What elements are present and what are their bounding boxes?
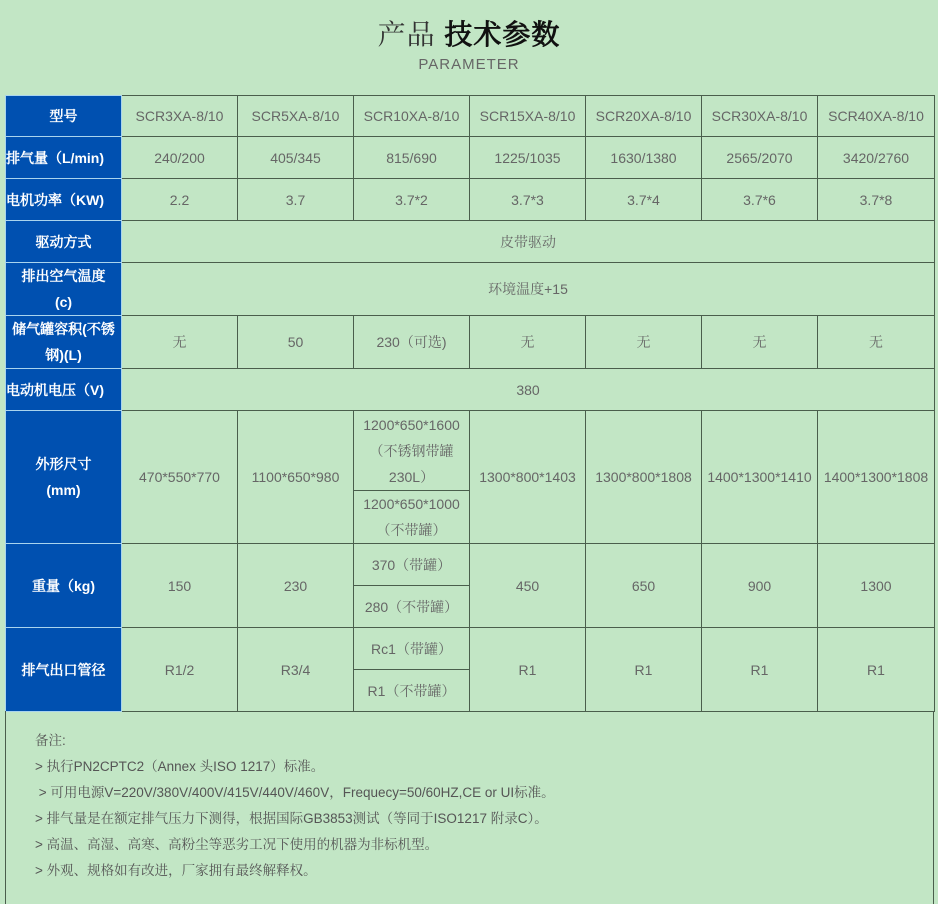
- row-label-motor-power: 电机功率（KW): [6, 179, 122, 221]
- row-label-exhaust-temp: 排出空气温度 (c): [6, 263, 122, 316]
- cell-model: SCR15XA-8/10: [470, 96, 586, 137]
- table-row-drive: [6, 221, 935, 263]
- row-label-tank-volume: 储气罐容积(不锈 钢)(L): [6, 316, 122, 369]
- cell-model: SCR20XA-8/10: [586, 96, 702, 137]
- spec-table: [5, 95, 935, 712]
- cell-weight: 230: [238, 544, 354, 628]
- cell-voltage: 380: [122, 369, 935, 411]
- page-subtitle: PARAMETER: [418, 56, 520, 73]
- cell-model: SCR5XA-8/10: [238, 96, 354, 137]
- cell-outlet: R3/4: [238, 628, 354, 712]
- cell-model: SCR30XA-8/10: [702, 96, 818, 137]
- cell-model: SCR10XA-8/10: [354, 96, 470, 137]
- cell-tank-volume: 无: [122, 316, 238, 369]
- note-item: > 可用电源V=220V/380V/400V/415V/440V/460V，Frequecy=50/60HZ,CE or UI标准。: [35, 785, 555, 800]
- cell-tank-volume: 无: [586, 316, 702, 369]
- cell-weight: 900: [702, 544, 818, 628]
- cell-outlet: R1/2: [122, 628, 238, 712]
- cell-displacement: 2565/2070: [702, 137, 818, 179]
- note-item: > 高温、高湿、高寒、高粉尘等恶劣工况下使用的机器为非标机型。: [35, 837, 439, 852]
- page-title: [0, 16, 938, 54]
- table-row-tank-volume: [6, 316, 935, 369]
- cell-outlet: R1: [470, 628, 586, 712]
- row-label-drive: 驱动方式: [6, 221, 122, 263]
- cell-dimensions: 1100*650*980: [238, 411, 354, 544]
- notes-section: [5, 711, 934, 904]
- cell-exhaust-temp: 环境温度+15: [122, 263, 935, 316]
- cell-dimensions-scr10-without-tank: 1200*650*1000（不带罐）: [354, 491, 470, 544]
- table-row-outlet: [6, 628, 935, 670]
- row-label-weight: 重量（kg): [6, 544, 122, 628]
- cell-weight: 650: [586, 544, 702, 628]
- row-label-outlet: 排气出口管径: [6, 628, 122, 712]
- cell-dimensions: 470*550*770: [122, 411, 238, 544]
- cell-outlet-scr10-with-tank: Rc1（带罐）: [354, 628, 470, 670]
- table-row-voltage: [6, 369, 935, 411]
- cell-dimensions: 1400*1300*1808: [818, 411, 935, 544]
- cell-displacement: 240/200: [122, 137, 238, 179]
- cell-motor-power: 2.2: [122, 179, 238, 221]
- cell-dimensions: 1400*1300*1410: [702, 411, 818, 544]
- cell-tank-volume: 无: [702, 316, 818, 369]
- table-row-motor-power: [6, 179, 935, 221]
- cell-weight: 450: [470, 544, 586, 628]
- cell-outlet-scr10-without-tank: R1（不带罐）: [354, 670, 470, 712]
- table-row-dimensions: [6, 411, 935, 491]
- row-label-voltage: 电动机电压（V): [6, 369, 122, 411]
- cell-displacement: 3420/2760: [818, 137, 935, 179]
- table-row-displacement: [6, 137, 935, 179]
- cell-displacement: 1630/1380: [586, 137, 702, 179]
- cell-outlet: R1: [586, 628, 702, 712]
- cell-weight-scr10-without-tank: 280（不带罐）: [354, 586, 470, 628]
- table-row-exhaust-temp: [6, 263, 935, 316]
- cell-drive: 皮带驱动: [122, 221, 935, 263]
- cell-displacement: 1225/1035: [470, 137, 586, 179]
- cell-tank-volume: 无: [470, 316, 586, 369]
- cell-weight: 1300: [818, 544, 935, 628]
- cell-outlet: R1: [818, 628, 935, 712]
- note-item: > 排气量是在额定排气压力下测得，根据国际GB3853测试（等同于ISO1217 附录C）。: [35, 811, 548, 826]
- cell-dimensions: 1300*800*1808: [586, 411, 702, 544]
- row-label-displacement: 排气量（L/min): [6, 137, 122, 179]
- title-bold: 技术参数: [444, 19, 561, 50]
- cell-weight-scr10-with-tank: 370（带罐）: [354, 544, 470, 586]
- row-label-model: 型号: [6, 96, 122, 137]
- cell-displacement: 405/345: [238, 137, 354, 179]
- cell-tank-volume: 无: [818, 316, 935, 369]
- cell-tank-volume: 230（可选): [354, 316, 470, 369]
- notes-heading: 备注:: [35, 733, 66, 748]
- cell-displacement: 815/690: [354, 137, 470, 179]
- page-header: [0, 16, 938, 73]
- cell-outlet: R1: [702, 628, 818, 712]
- table-row-weight: [6, 544, 935, 586]
- cell-model: SCR3XA-8/10: [122, 96, 238, 137]
- cell-weight: 150: [122, 544, 238, 628]
- cell-dimensions: 1300*800*1403: [470, 411, 586, 544]
- cell-model: SCR40XA-8/10: [818, 96, 935, 137]
- cell-motor-power: 3.7: [238, 179, 354, 221]
- note-item: > 外观、规格如有改进，厂家拥有最终解释权。: [35, 863, 317, 878]
- cell-motor-power: 3.7*3: [470, 179, 586, 221]
- cell-motor-power: 3.7*8: [818, 179, 935, 221]
- cell-tank-volume: 50: [238, 316, 354, 369]
- table-row-model: [6, 96, 935, 137]
- cell-motor-power: 3.7*6: [702, 179, 818, 221]
- note-item: > 执行PN2CPTC2（Annex 头ISO 1217）标准。: [35, 759, 325, 774]
- title-light: 产品: [377, 19, 436, 50]
- cell-dimensions-scr10-with-tank: 1200*650*1600（不锈钢带罐230L）: [354, 411, 470, 491]
- cell-motor-power: 3.7*2: [354, 179, 470, 221]
- row-label-dimensions: 外形尺寸 (mm): [6, 411, 122, 544]
- cell-motor-power: 3.7*4: [586, 179, 702, 221]
